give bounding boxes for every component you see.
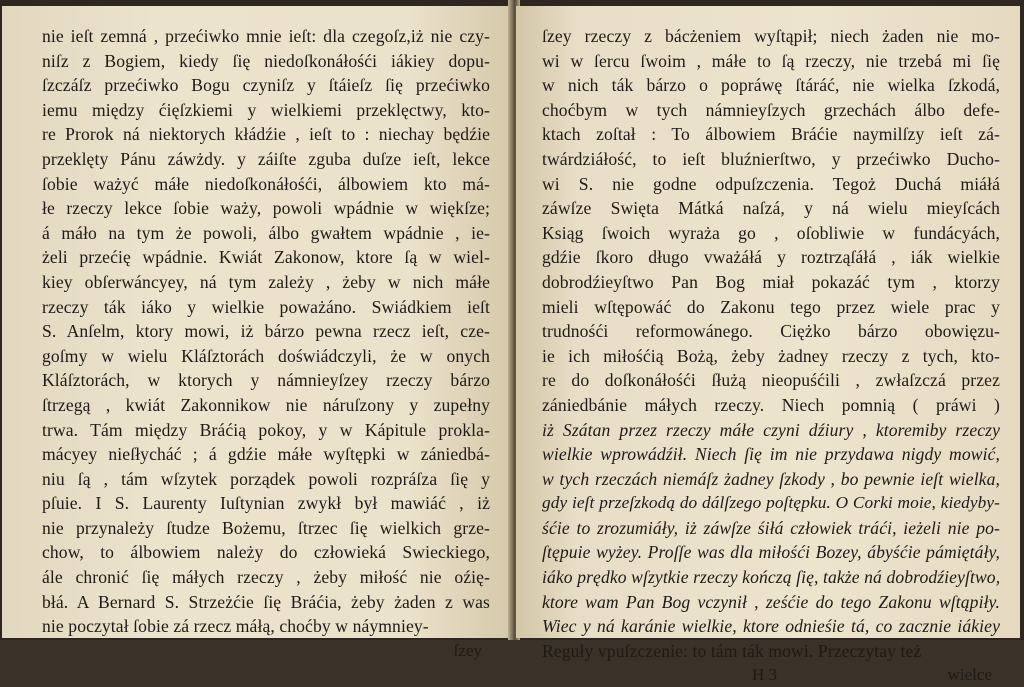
right-page-text-line: iż Szátan przez rzeczy máłe czyni dźiury , ktoremiby rzeczy xyxy=(542,419,1000,440)
right-page-text xyxy=(542,24,1000,663)
left-page-text-line: łe rzeczy lekce ſobie waży, powoli wpádnie w więkſze; xyxy=(42,198,490,219)
right-page-text-line: Reguły vpuſzczenie: to tám ták mowi. Przeczytay też xyxy=(542,640,922,661)
right-page-text-line: wielkie wprowádźił. Niech ſię im nie przydawa nigdy mowić, xyxy=(542,444,1000,465)
right-page-text-line: śćie to zrozumiáły, iż záwſze śiłá człowiek tráći, ieżeli nie po- xyxy=(542,517,1000,538)
left-page-text-line: żeli przećię wpádnie. Kwiát Zakonow, ktore ſą w wiel- xyxy=(42,247,490,268)
left-page-text-line: Kláſztorách, w ktorych y námnieyſzey rzeczy bárzo xyxy=(42,370,490,391)
left-catchword: ſzey xyxy=(453,640,482,660)
left-page-text-line: iemu między ćięſzkiemi y wielkiemi przeklęctwy, kto- xyxy=(42,99,490,120)
right-page-text-line: iáko prędko wſzytkie rzeczy kończą ſię, także ná dobrodźieyſtwo, xyxy=(542,567,1001,588)
right-page-text-line: ktach zoſtał : To álbowiem Bráćie naymilſzy ieſt zá- xyxy=(542,124,1000,145)
right-page-text-line: w nich ták bárzo o popráwę ſtáráć, nie wielka ſzkodá, xyxy=(542,75,1000,96)
left-page-text-line: błá. A Bernard S. Strzeżćie ſię Bráćia, żeby żaden z was xyxy=(42,591,490,612)
left-page-text-line: nie przynależy ſtudze Bożemu, ſtrzec ſię wielkich grze- xyxy=(42,517,490,538)
right-page-text-line: re do doſkonáłośći ſłużą nieopuśćili , zwłaſzczá przez xyxy=(542,370,1000,391)
left-page-text-line: niſz z Bogiem, kiedy ſię niedoſkonáłośći iákiey dopu- xyxy=(42,50,490,71)
right-page-text-line: ſtępuie wyżey. Proſſe was dla miłośći Bozey, ábyśćie pámiętáły, xyxy=(542,542,1000,563)
right-page-text-line: mieli wſtępowáć do Zakonu tego przez wiele prac y xyxy=(542,296,1000,317)
right-page-text-line: ktore wam Pan Bog vczynił , ześćie do tego Zakonu wſtąpiły. xyxy=(542,591,1000,612)
left-page-text-line: ſtrzegą , kwiát Zakonnikow nie náruſzony y zupełny xyxy=(42,394,490,415)
right-page-text-line: dobrodźieyſtwo Pan Bog miał pokazáć tym , ktorzy xyxy=(542,271,1000,292)
right-page-text-line: choćbym w tych námnieyſzych grzechách álbo defe- xyxy=(542,99,1000,120)
left-page-text-line: nie poczytał ſobie zá rzecz máłą, choćby w náymniey- xyxy=(42,616,429,637)
left-page-text-line: S. Anſelm, ktory mowi, iż bárzo pewna rzecz ieſt, cze- xyxy=(42,321,490,342)
left-page-text-line: nie ieſt zemná , przećiwko mnie ieſt: dla czegoſz,iż nie czy- xyxy=(42,26,490,46)
right-page-text-line: wi w ſercu ſwoim , máłe to ſą rzeczy, nie trzebá mi ſię xyxy=(542,50,1000,71)
left-page-text-line: rzeczy ták iáko y wielkie poważáno. Swiádkiem ieſt xyxy=(42,296,490,317)
right-page-text-line: zániedbánie máłych rzeczy. Niech pomnią ( práwi ) xyxy=(542,394,1000,415)
left-page-text-line: pſuie. I S. Laurenty Iuſtynian zwykł był mawiáć , iż xyxy=(42,493,490,514)
right-page-text-line: w tych rzeczách niemáſz żadney ſzkody , bo pewnie ieſt wielka, xyxy=(542,468,1000,489)
right-page xyxy=(516,6,1020,685)
left-page-text-line: mácyey nieſłycháć ; á gdźie máłe wyſtępki w zániedbá- xyxy=(42,444,490,465)
right-page-text-line: ie ich miłośćią Bożą, żeby żadney rzeczy z tych, kto- xyxy=(542,345,1000,366)
right-page-text-line: wi S. nie godne odpuſzczenia. Tegoż Duchá miáłá xyxy=(542,173,1000,194)
right-page-text-line: záwſze Swięta Mátká naſzá, y ná wielu mieyſcách xyxy=(542,198,1000,219)
left-page-text xyxy=(42,24,490,639)
right-page-text-line: Ksiąg ſwoich wyraża go , oſobliwie w fundácyách, xyxy=(542,222,1000,243)
right-catchword: wielce xyxy=(947,665,992,685)
left-page-text-line: re Prorok ná niektorych kłádźie , ieſt to : niechay będźie xyxy=(42,124,490,145)
left-page-text-line: kiey obſerwáncyey, ná tym zależy , żeby w nich máłe xyxy=(42,271,490,292)
right-page-text-line: trudnośći reformowánego. Ciężko bárzo obowięzu- xyxy=(542,321,1000,342)
left-page-text-line: goſmy w wielu Kláſztorách doświádczyli, że w onych xyxy=(42,345,490,366)
left-page-text-line: trwa. Tám między Bráćią pokoy, y w Kápitule prokla- xyxy=(42,419,490,440)
signature-mark: H 3 xyxy=(752,665,778,685)
left-page-text-line: chow, to álbowiem należy do człowieká Swieckiego, xyxy=(42,542,490,563)
right-page-text-line: twárdziáłość, to ieſt bluźnierſtwo, y przećiwko Ducho- xyxy=(542,148,1000,169)
right-page-text-line: gdy ieſt przeſzkodą do dálſzego poſtępku. O Corki moie, kiedyby- xyxy=(542,493,1000,513)
left-page-text-line: niu ſą , tám wſzytek porządek powoli rozpráſza ſię y xyxy=(42,468,490,489)
left-page xyxy=(2,6,510,660)
left-page-text-line: przeklęty Pánu záwżdy. y záiſte zguba duſze ieſt, lekce xyxy=(42,148,490,169)
left-page-text-line: ſzczáſz przećiwko Bogu czyniſz y ſtáieſz ſię przećiwko xyxy=(42,75,490,96)
right-page-text-line: gdźie ſkoro długo vważáłá y roztrząſáłá , iák wielkie xyxy=(542,247,1000,268)
right-page-text-line: Wiec y ná karánie wielkie, ktore odnieśie tá, co zacznie iákiey xyxy=(542,616,1000,637)
right-page-footer xyxy=(542,663,1000,687)
right-page-text-line: ſzey rzeczy z bácżeniem wyſtąpił; niech żaden nie mo- xyxy=(542,26,1000,46)
left-page-text-line: á máło na tym że powoli, álbo gwałtem wpádnie , ie- xyxy=(42,222,490,243)
left-page-text-line: ſobie ważyć máłe niedoſkonáłośći, álbowiem kto má- xyxy=(42,173,490,194)
left-page-text-line: ále chronić ſię máłych rzeczy , żeby miłość nie oźię- xyxy=(42,567,490,588)
